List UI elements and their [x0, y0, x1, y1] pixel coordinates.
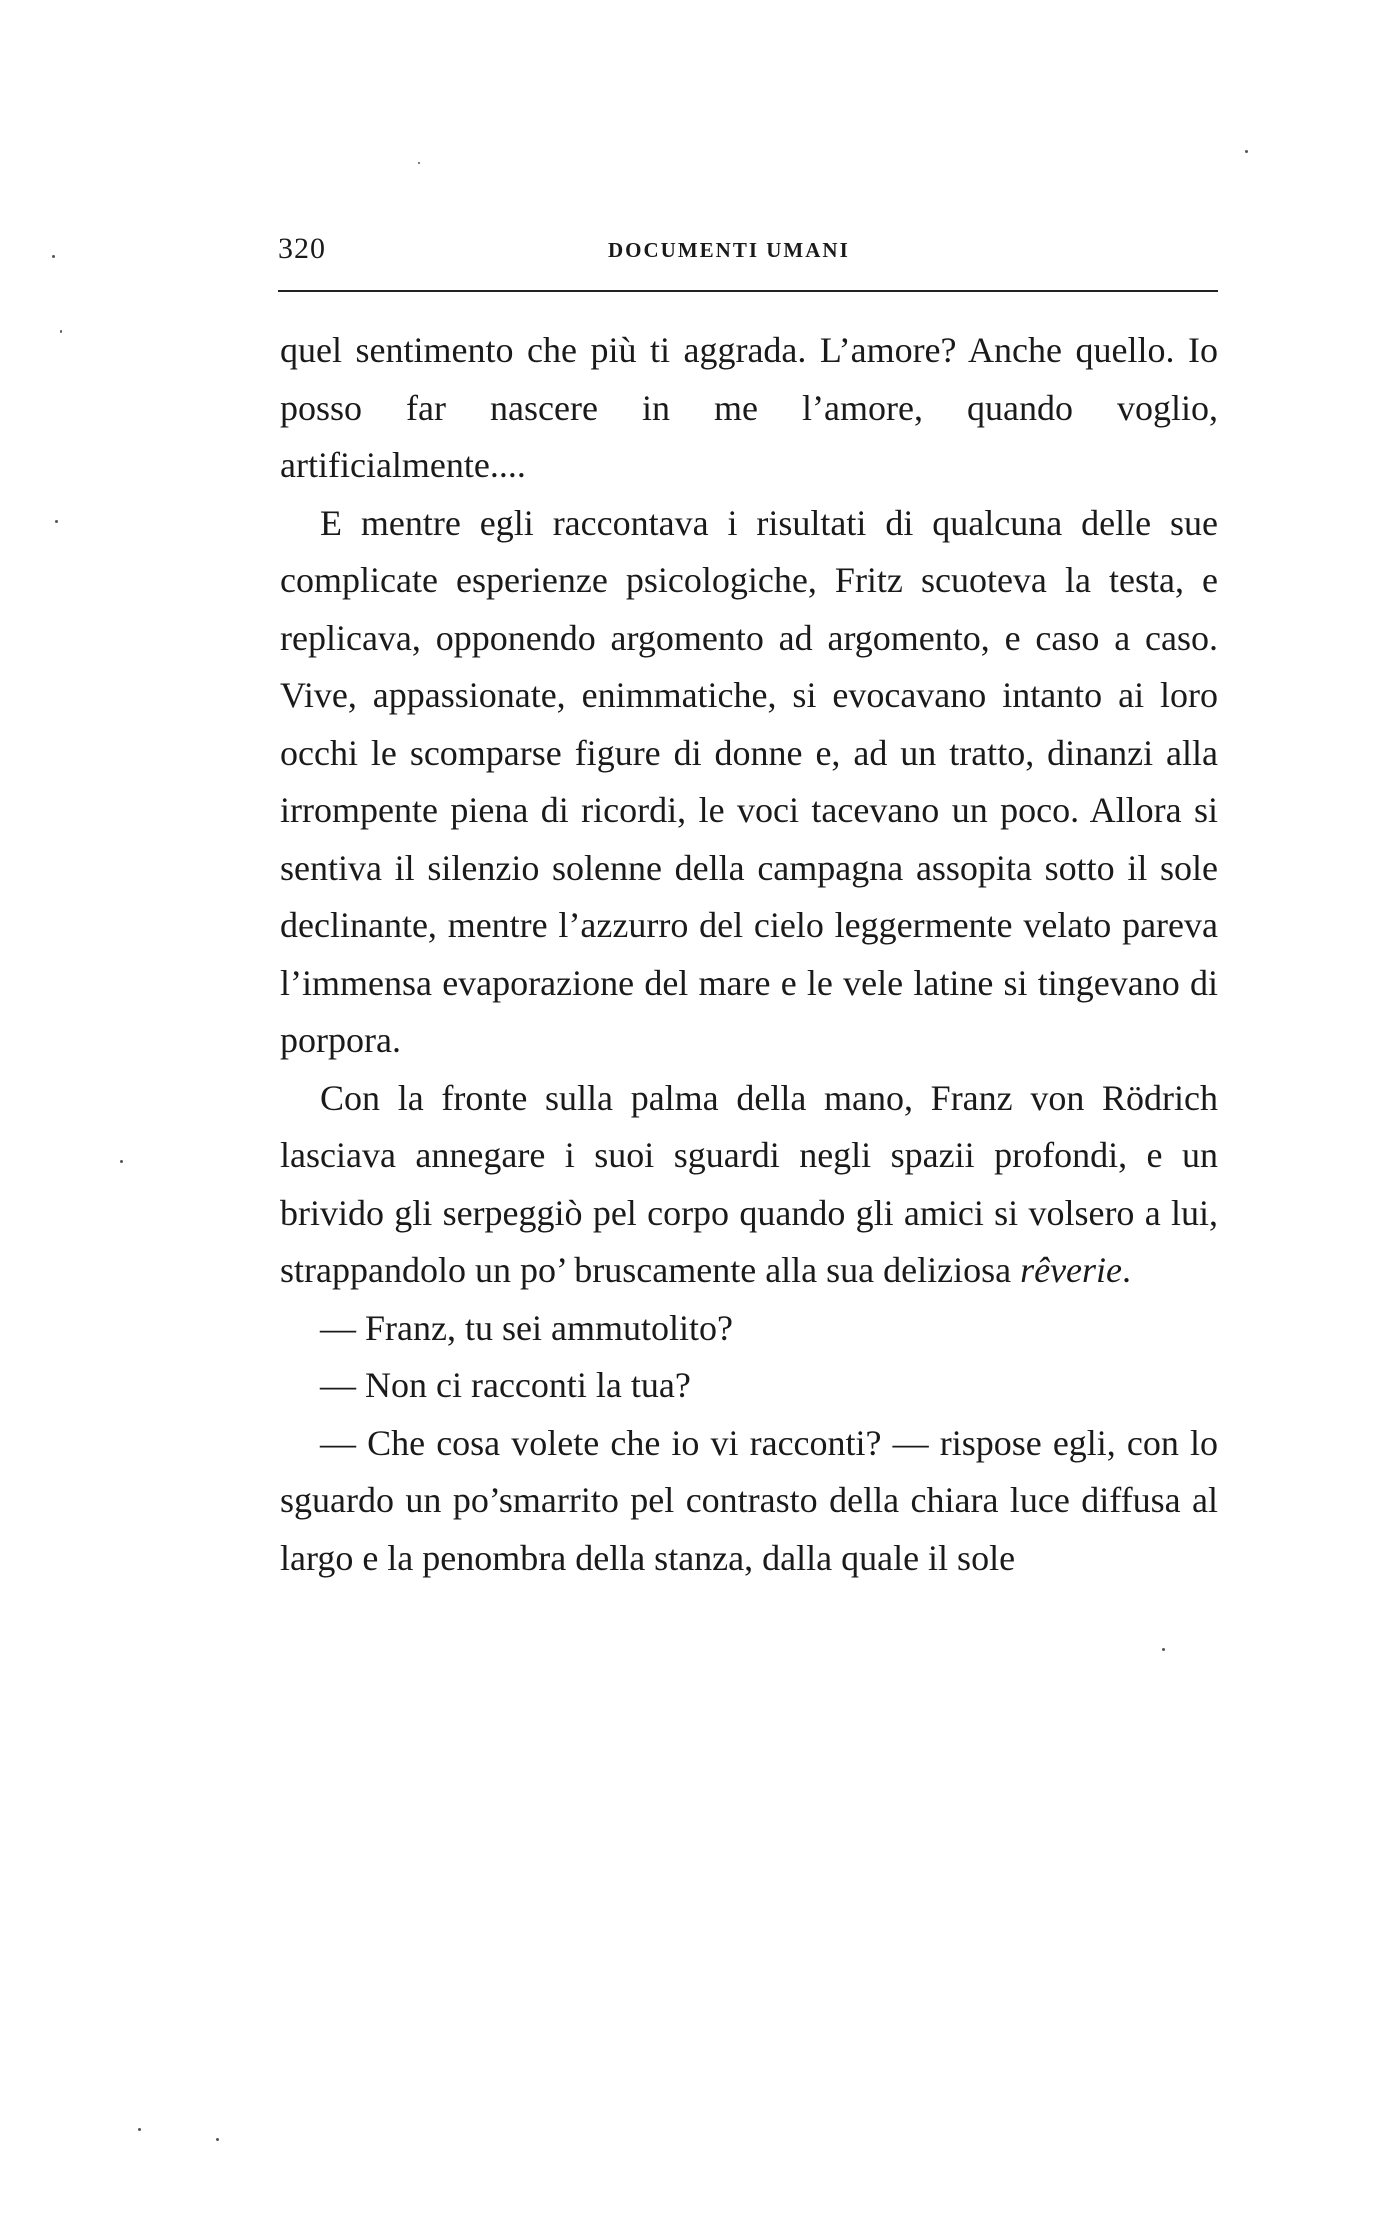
scan-speck [52, 255, 55, 258]
paragraph-reverie [280, 1070, 1218, 1300]
scan-speck [60, 330, 62, 333]
dialogue-line: — Che cosa volete che io vi racconti? — rispose egli, con lo sguardo un po’smarrito pel contrasto della chiara luce diffusa al largo e la penombra della stanza, dalla quale il sole [280, 1422, 1218, 1578]
dialogue-line: — Franz, tu sei ammutolito? [320, 1307, 733, 1348]
scan-speck [216, 2138, 219, 2141]
running-title: DOCUMENTI UMANI [608, 238, 850, 262]
page-number: 320 [278, 232, 326, 265]
scan-speck [418, 162, 420, 164]
header-rule [278, 290, 1218, 292]
scan-speck [1162, 1648, 1165, 1651]
paragraph: E mentre egli raccontava i risultati di qualcuna delle sue complicate esperienze psicologiche, Fritz scuoteva la testa, e replicava, opponendo argomento ad argomento, e caso a caso. Vive, appassionate, enimmatiche, si evocavano intanto ai loro occhi le scomparse figure di donne e, ad un tratto, dinanzi alla irrompente piena di ricordi, le voci tacevano un poco. Allora si sentiva il silenzio solenne della campagna assopita sotto il sole declinante, mentre l’azzurro del cielo leggermente velato pareva l’immensa evaporazione del mare e le vele latine si tingevano di porpora. [280, 502, 1218, 1060]
scan-speck [1245, 150, 1248, 153]
scan-speck [120, 1160, 123, 1163]
scan-speck [55, 520, 58, 523]
page-header [278, 232, 1218, 272]
italic-word: rêverie [1020, 1250, 1123, 1290]
body-text [280, 322, 1218, 1587]
paragraph-end: . [1122, 1250, 1132, 1290]
paragraph-text: Con la fronte sulla palma della mano, Franz von Rödrich lasciava annegare i suoi sguardi negli spazii profondi, e un brivido gli serpeggiò pel corpo quando gli amici si volsero a lui, strappandolo un po’ bruscamente alla sua deliziosa [280, 1077, 1218, 1290]
paragraph-continued: quel sentimento che più ti aggrada. L’amore? Anche quello. Io posso far nascere in me l’amore, quando voglio, artificialmente.... [280, 330, 1218, 485]
scan-speck [138, 2128, 141, 2131]
dialogue-line: — Non ci racconti la tua? [320, 1365, 691, 1405]
